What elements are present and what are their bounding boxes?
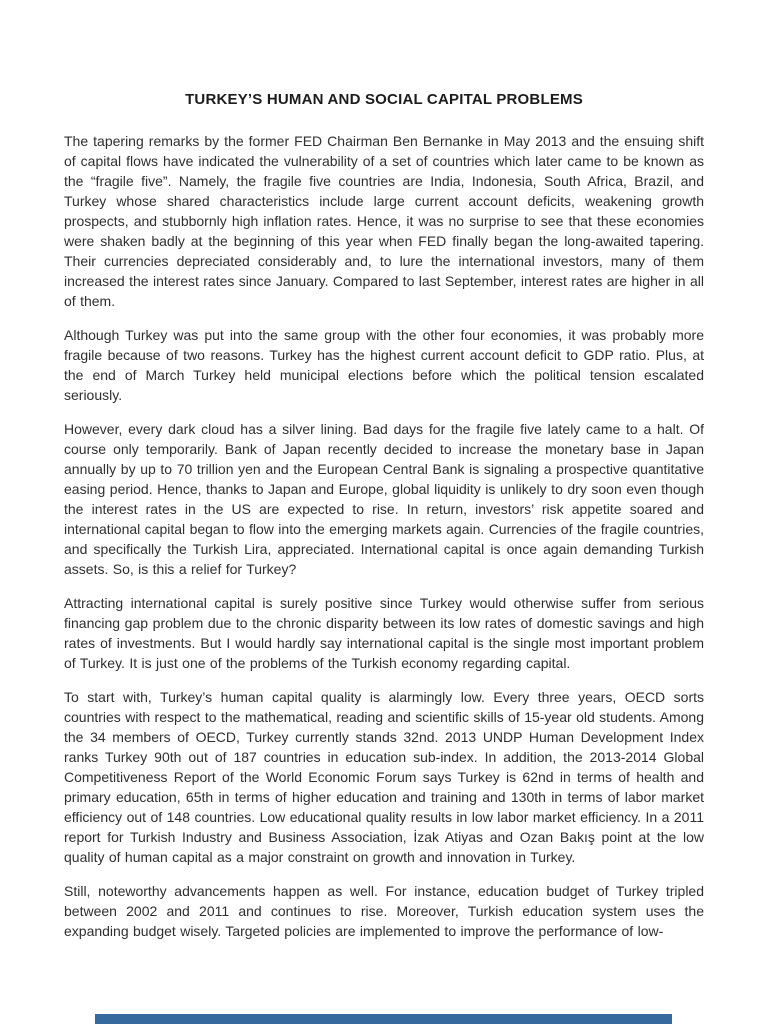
document-title: TURKEY’S HUMAN AND SOCIAL CAPITAL PROBLEMS	[185, 91, 583, 108]
paragraph-5: To start with, Turkey’s human capital quality is alarmingly low. Every three years, OECD sorts countries with respect to the mathematical, reading and scientific skills of 15-year old students. Among the 34 members of OECD, Turkey currently stands 32nd. 2013 UNDP Human Development Index ranks Turkey 90th out of 187 countries in education sub-index. In addition, the 2013-2014 Global Competitiveness Report of the World Economic Forum says Turkey is 62nd in terms of health and primary education, 65th in terms of higher education and training and 130th in terms of labor market efficiency out of 148 countries. Low educational quality results in low labor market efficiency. In a 2011 report for Turkish Industry and Business Association, İzak Atiyas and Ozan Bakış point at the low quality of human capital as a major constraint on growth and innovation in Turkey.	[64, 689, 704, 865]
paragraph-6: Still, noteworthy advancements happen as well. For instance, education budget of Turkey tripled between 2002 and 2011 and continues to rise. Moreover, Turkish education system uses the expanding budget wisely. Targeted policies are implemented to improve the performance of low-	[64, 883, 704, 939]
paragraph-1: The tapering remarks by the former FED Chairman Ben Bernanke in May 2013 and the ensuing shift of capital flows have indicated the vulnerability of a set of countries which later came to be known as the “fragile five”. Namely, the fragile five countries are India, Indonesia, South Africa, Brazil, and Turkey whose shared characteristics include large current account deficits, weakening growth prospects, and stubbornly high inflation rates. Hence, it was no surprise to see that these economies were shaken badly at the beginning of this year when FED finally began the long-awaited tapering. Their currencies depreciated considerably and, to lure the international investors, many of them increased the interest rates since January. Compared to last September, interest rates are higher in all of them.	[64, 133, 704, 309]
document-body	[64, 131, 704, 941]
next-page-top-edge	[95, 1014, 672, 1024]
paragraph-4: Attracting international capital is surely positive since Turkey would otherwise suffer from serious financing gap problem due to the chronic disparity between its low rates of domestic savings and high rates of investments. But I would hardly say international capital is the single most important problem of Turkey. It is just one of the problems of the Turkish economy regarding capital.	[64, 595, 704, 671]
paragraph-3: However, every dark cloud has a silver lining. Bad days for the fragile five lately came to a halt. Of course only temporarily. Bank of Japan recently decided to increase the monetary base in Japan annually by up to 70 trillion yen and the European Central Bank is signaling a prospective quantitative easing period. Hence, thanks to Japan and Europe, global liquidity is unlikely to dry soon even though the interest rates in the US are expected to rise. In return, investors’ risk appetite soared and international capital began to flow into the emerging markets again. Currencies of the fragile countries, and specifically the Turkish Lira, appreciated. International capital is once again demanding Turkish assets. So, is this a relief for Turkey?	[64, 421, 704, 577]
paragraph-2: Although Turkey was put into the same group with the other four economies, it was probably more fragile because of two reasons. Turkey has the highest current account deficit to GDP ratio. Plus, at the end of March Turkey held municipal elections before which the political tension escalated seriously.	[64, 327, 704, 403]
